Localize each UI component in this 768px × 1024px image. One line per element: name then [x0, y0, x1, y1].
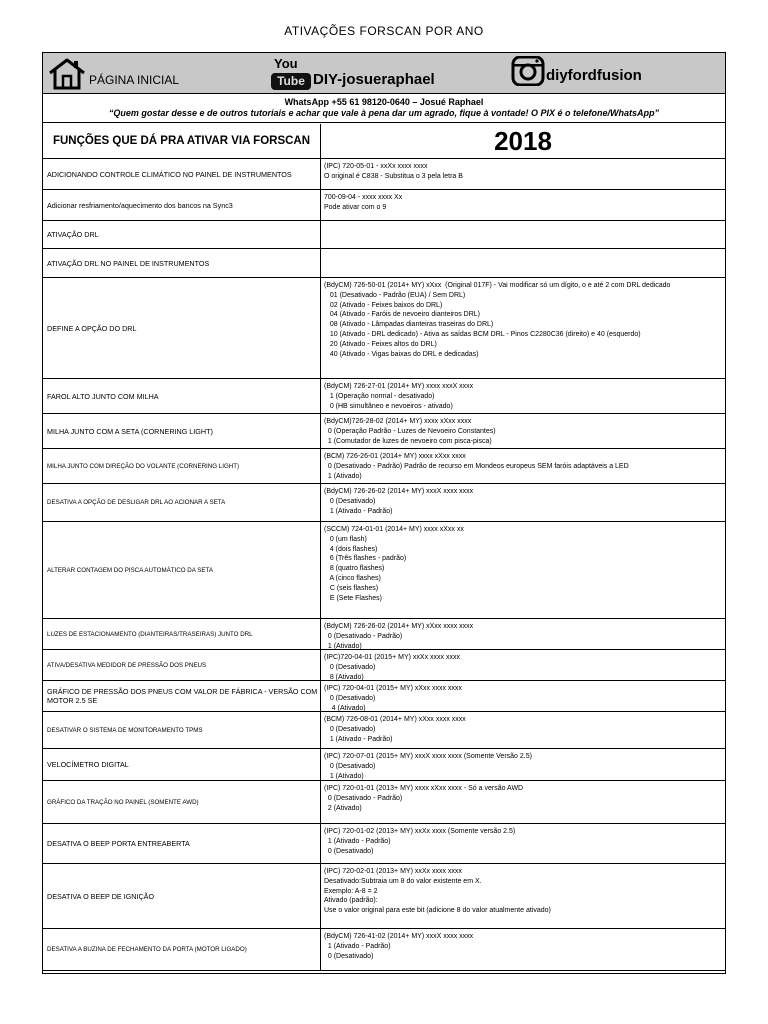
table-row: [43, 484, 725, 522]
header-bar: [43, 53, 725, 94]
table-row: [43, 522, 725, 619]
page-title: ATIVAÇÕES FORSCAN POR ANO: [284, 24, 484, 38]
table-row: [43, 414, 725, 449]
function-name: ATIVAÇÃO DRL NO PAINEL DE INSTRUMENTOS: [43, 249, 321, 277]
table-row: [43, 190, 725, 221]
function-code: (BCM) 726-08-01 (2014+ MY) xXxx xxxx xxxx 0 (Desativado) 1 (Ativado - Padrão): [324, 716, 466, 743]
table-row: [43, 249, 725, 278]
function-name: Adicionar resfriamento/aquecimento dos bancos na Sync3: [43, 190, 321, 220]
table-row: [43, 650, 725, 681]
table-row: [43, 221, 725, 249]
function-code: [321, 249, 725, 277]
function-name: VELOCÍMETRO DIGITAL: [43, 749, 321, 780]
function-code: [321, 221, 725, 248]
youtube-logo-you: You: [274, 56, 298, 71]
table-row: [43, 824, 725, 864]
youtube-logo-tube: Tube: [271, 73, 311, 90]
function-code: (IPC) 720-04-01 (2015+ MY) xXxx xxxx xxxx 0 (Desativado) 4 (Ativado): [324, 685, 462, 711]
function-name: ATIVAÇÃO DRL: [43, 221, 321, 248]
home-label: PÁGINA INICIAL: [89, 73, 180, 87]
function-name: DESATIVA A OPÇÃO DE DESLIGAR DRL AO ACIONAR A SETA: [43, 484, 321, 521]
youtube-icon: [271, 56, 311, 90]
table-row: [43, 749, 725, 781]
function-code: (IPC) 720-01-02 (2013+ MY) xxXx xxxx (Somente versão 2.5) 1 (Ativado - Padrão) 0 (Desativado): [324, 828, 516, 855]
home-icon: [47, 58, 87, 90]
table-row: [43, 781, 725, 824]
function-code: (IPC) 720-02-01 (2013+ MY) xxXx xxxx xxxx Desativado:Subtraia um 8 do valor existente em X. Exemplo: A-8 = 2 Ativado (padrão): Use o valor original para este bit (adicione 8 do valor atualmente ativado): [324, 868, 551, 915]
instagram-icon: [511, 56, 545, 86]
function-code: (BdyCM) 726-27-01 (2014+ MY) xxxx xxxX xxxx 1 (Operação normal - desativado) 0 (HB simultâneo e nevoeiros - ativado): [324, 383, 474, 410]
function-name: DESATIVAR O SISTEMA DE MONITORAMENTO TPMS: [43, 712, 321, 748]
function-name: DESATIVA O BEEP DE IGNIÇÃO: [43, 864, 321, 928]
contact-info: [43, 94, 725, 123]
table-row: [43, 864, 725, 929]
table-row: [43, 681, 725, 712]
function-code: (BCM) 726-26-01 (2014+ MY) xxxx xXxx xxxx 0 (Desativado - Padrão) Padrão de recurso em Mondeos europeus SEM faróis adaptáveis a LED 1 (Ativado): [324, 453, 629, 480]
whatsapp-line: WhatsApp +55 61 98120-0640 – Josué Raphael: [284, 97, 484, 107]
function-code: 700-09-04 - xxxx xxxx Xx Pode ativar com o 9: [324, 194, 403, 211]
function-code: (IPC) 720-07-01 (2015+ MY) xxxX xxxx xxxx (Somente Versão 2.5) 0 (Desativado) 1 (Ativado): [324, 753, 532, 780]
function-name: GRÁFICO DA TRAÇÃO NO PAINEL (SOMENTE AWD): [43, 781, 321, 823]
table-row: [43, 379, 725, 414]
function-name: FAROL ALTO JUNTO COM MILHA: [43, 379, 321, 413]
table-row: [43, 159, 725, 190]
function-name: DESATIVA O BEEP PORTA ENTREABERTA: [43, 824, 321, 863]
year-header: 2018: [494, 126, 552, 156]
function-code: (BdyCM) 726-50-01 (2014+ MY) xXxx (Original 017F) - Vai modificar só um dígito, o e até 2 com DRL dedicado 01 (Desativado - Padrão (EUA) / Sem DRL) 02 (Ativado - Feixes baixos do DRL) 04 (Ativado - Faróis de nevoeiro dianteiros DRL) 08 (Ativado - Lâmpadas dianteiras traseiras do DRL) 10 (Ativado - DRL dedicado) - Ativa as saídas BCM DRL - Pinos C2280C36 (direito) e 40 (esquerdo) 20 (Ativado - Feixes altos do DRL) 40 (Ativado - Vigas baixas do DRL e dedicadas): [324, 282, 671, 358]
table-header-row: [43, 124, 725, 159]
youtube-channel-label: DIY-josueraphael: [313, 71, 435, 88]
function-name: LUZES DE ESTACIONAMENTO (DIANTEIRAS/TRASEIRAS) JUNTO DRL: [43, 619, 321, 649]
functions-header-label: FUNÇÕES QUE DÁ PRA ATIVAR VIA FORSCAN: [43, 124, 321, 158]
table-row: [43, 278, 725, 379]
function-code: (BdyCM) 726-26-02 (2014+ MY) xxxX xxxx xxxx 0 (Desativado) 1 (Ativado - Padrão): [324, 488, 474, 515]
function-code: (IPC)720-04-01 (2015+ MY) xxXx xxxx xxxx 0 (Desativado) 8 (Ativado): [324, 654, 460, 680]
function-name: GRÁFICO DE PRESSÃO DOS PNEUS COM VALOR DE FÁBRICA - VERSÃO COM MOTOR 2.5 SE: [43, 681, 321, 711]
function-name: MILHA JUNTO COM A SETA (CORNERING LIGHT): [43, 414, 321, 448]
function-name: DEFINE A OPÇÃO DO DRL: [43, 278, 321, 378]
table-row: [43, 619, 725, 650]
instagram-link[interactable]: [511, 56, 642, 86]
function-name: DESATIVA A BUZINA DE FECHAMENTO DA PORTA (MOTOR LIGADO): [43, 929, 321, 970]
table-row: [43, 929, 725, 971]
function-code: (SCCM) 724-01-01 (2014+ MY) xxxx xXxx xx 0 (um flash) 4 (dois flashes) 6 (Três flashes - padrão) 8 (quatro flashes) A (cinco flashes) C (seis flashes) E (Sete Flashes): [324, 526, 464, 602]
function-name: ADICIONANDO CONTROLE CLIMÁTICO NO PAINEL DE INSTRUMENTOS: [43, 159, 321, 189]
function-code: (IPC) 720-05-01 - xxXx xxxx xxxx O original é C838 - Substitua o 3 pela letra B: [324, 163, 463, 180]
function-code: (IPC) 720-01-01 (2013+ MY) xxxx xXxx xxxx - Só a versão AWD 0 (Desativado - Padrão) 2 (Ativado): [324, 785, 524, 812]
function-code: (BdyCM)726-28-02 (2014+ MY) xxxx xXxx xxxx 0 (Operação Padrão - Luzes de Nevoeiro Constantes) 1 (Comutador de luzes de nevoeiro com pisca-pisca): [324, 418, 496, 445]
table-row: [43, 449, 725, 484]
function-name: MILHA JUNTO COM DIREÇÃO DO VOLANTE (CORNERING LIGHT): [43, 449, 321, 483]
table-row: [43, 712, 725, 749]
instagram-handle-label: diyfordfusion: [546, 67, 642, 84]
donation-quote: “Quem gostar desse e de outros tutoriais e achar que vale à pena dar um agrado, fique à vontade! O PIX é o telefone/WhatsApp”: [108, 108, 660, 118]
function-code: (BdyCM) 726-41-02 (2014+ MY) xxxX xxxx xxxx 1 (Ativado - Padrão) 0 (Desativado): [324, 933, 474, 960]
content-frame: [42, 52, 726, 974]
home-link[interactable]: [47, 56, 179, 90]
youtube-link[interactable]: [271, 56, 435, 90]
function-code: (BdyCM) 726-26-02 (2014+ MY) xXxx xxxx xxxx 0 (Desativado - Padrão) 1 (Ativado): [324, 623, 474, 649]
function-name: ALTERAR CONTAGEM DO PISCA AUTOMÁTICO DA SETA: [43, 522, 321, 618]
function-name: ATIVA/DESATIVA MEDIDOR DE PRESSÃO DOS PNEUS: [43, 650, 321, 680]
